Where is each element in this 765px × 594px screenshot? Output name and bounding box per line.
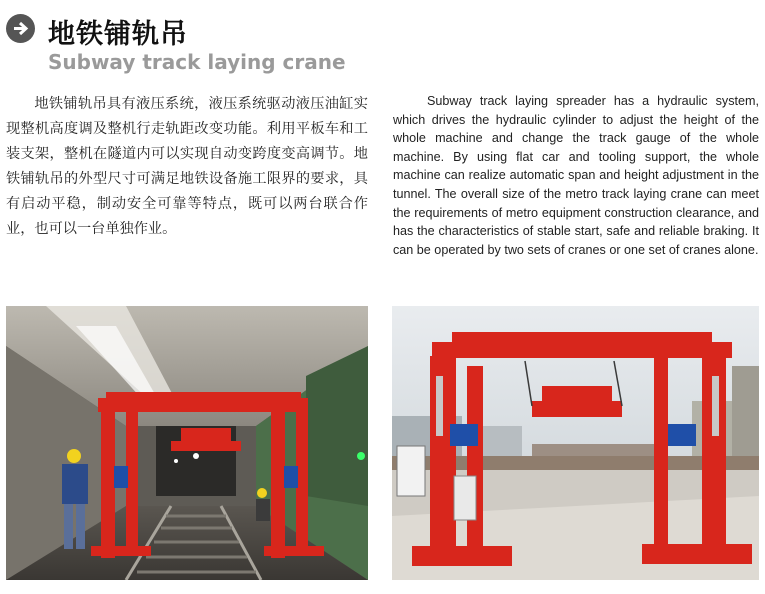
crane-in-tunnel-photo	[6, 306, 368, 580]
header	[6, 6, 406, 76]
arrow-right-circle-icon	[6, 14, 35, 43]
page-title: 地铁铺轨吊	[48, 19, 188, 50]
crane-outdoor-photo	[392, 306, 759, 580]
description-english: Subway track laying spreader has a hydraulic system, which drives the hydraulic cylinder to adjust the height of the whole machine and change the track gauge of the whole machine. By using flat car and tooling support, the whole machine can realize automatic span and height adjustment in the tunnel. The overall size of the metro track laying crane can meet the requirements of metro equipment construction clearance, and has the characteristics of stable start, safe and reliable braking. It can be operated by two sets of cranes or one set of cranes alone.	[393, 94, 759, 257]
description-chinese: 地铁铺轨吊具有液压系统，液压系统驱动液压油缸实现整机高度调及整机行走轨距改变功能。利用平板车和工装支架，整机在隧道内可以实现自动变跨度变高调节。地铁铺轨吊的外型尺寸可满足地铁设备施工限界的要求，具有启动平稳，制动安全可靠等特点，既可以两台联合作业，也可以一台单独作业。	[6, 96, 368, 237]
page-subtitle: Subway track laying crane	[48, 50, 346, 74]
